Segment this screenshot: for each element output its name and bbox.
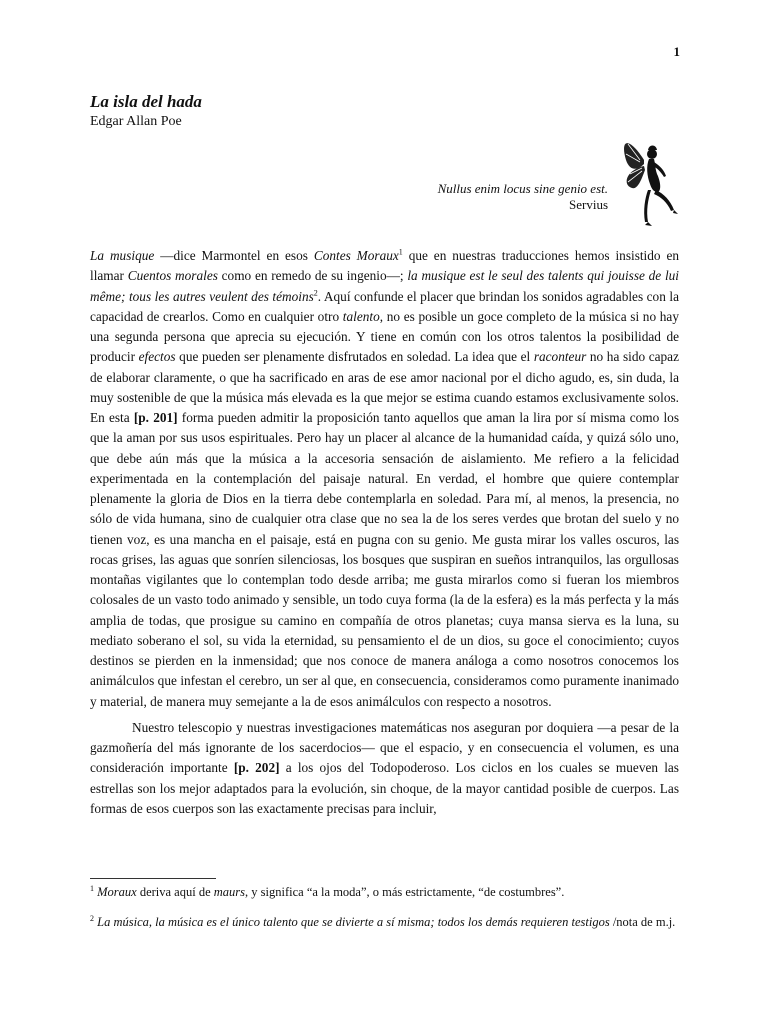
- text-span: La musique: [90, 248, 155, 263]
- document-title: La isla del hada: [90, 92, 202, 111]
- text-span: Moraux: [97, 885, 137, 899]
- footnote-marker: 1: [90, 883, 94, 893]
- text-span: , no es posible un goce completo de la música si no hay una segunda persona que aprecia su ejecución. Y tiene en común con los otros talentos la posibilidad de producir: [90, 308, 679, 365]
- footnote-1: [90, 885, 680, 900]
- text-span: talento: [342, 308, 380, 324]
- text-span: que pueden ser plenamente disfrutados en soledad. La idea que el: [175, 349, 534, 365]
- text-span: a los ojos del Todopoderoso. Los ciclos en los cuales se mueven las estrellas son los mejor adaptados para la evolución, sin choque, de la mayor cantidad posible de cuerpos. Las formas de esos cuerpos son las exactamente precisas para incluir,: [90, 760, 679, 816]
- page-marker: [p. 202]: [233, 760, 280, 776]
- footnote-divider: [90, 878, 216, 879]
- text-span: la musique est le seul des talents qui jouisse de lui même; tous les autres veulent des témoins: [90, 268, 679, 304]
- text-span: Contes Moraux: [313, 248, 399, 263]
- epigraph-attribution: Servius: [569, 197, 608, 212]
- text-span: . Aquí confunde el placer que brindan los sonidos agradables con la capacidad de crearlos. Como en cualquier otro: [90, 288, 679, 324]
- text-span: deriva aquí de: [136, 885, 214, 899]
- page-number: 1: [673, 44, 680, 59]
- paragraph-1: [90, 246, 679, 712]
- paragraph-2: [90, 718, 679, 819]
- body-text: [90, 246, 679, 819]
- text-span: /nota de m.j.: [609, 915, 676, 929]
- text-span: raconteur: [533, 349, 587, 365]
- text-span: no ha sido capaz de elaborar claramente, o que ha sacrificado en aras de ese amor nacional por el dicho agudo, es, sin duda, la muy sostenible de que la música más elevada es la que mejor se estima cuando estamos exclusivamente solos. En esta: [90, 349, 679, 425]
- text-span: La música, la música es el único talento que se divierte a sí misma; todos los demás requieren testigos: [97, 915, 610, 929]
- text-span: —dice Marmontel en esos: [154, 248, 314, 263]
- author-name: Edgar Allan Poe: [90, 114, 182, 129]
- footnote-ref-2[interactable]: 2: [313, 288, 318, 298]
- footnote-2: [90, 915, 680, 930]
- text-span: como en remedo de su ingenio—;: [217, 268, 408, 284]
- fairy-silhouette-icon: [618, 130, 682, 230]
- page-marker: [p. 201]: [133, 410, 178, 425]
- text-span: , y significa “a la moda”, o más estrictamente, “de costumbres”.: [245, 885, 565, 899]
- text-span: forma pueden admitir la proposición tanto aquellos que aman la lira por sí misma como los que la aman por sus usos espirituales. Pero hay un placer al alcance de la humanidad caída, y quizá sólo uno, que debe aún más que la música a la accesoria sensación de aislamiento. Me refiero a la felicidad experimentada en la contemplación del paisaje natural. En verdad, el hombre que quiere contemplar plenamente la gloria de Dios en la tierra debe contemplarla en soledad. Para mí, al menos, la presencia, no sólo de vida humana, sino de cualquier otra clase que no sea la de los seres verdes que brotan del suelo y no tienen voz, es una mancha en el paisaje, está en pugna con su genio. Me gusta mirar los valles oscuros, las rocas grises, las aguas que sonríen silenciosas, los bosques que suspiran en sueños intranquilos, las orgullosas montañas vigilantes que lo contemplan todo desde arriba; me gusta mirarlos como si fueran los miembros colosales de un vasto todo animado y sensible, un todo cuya forma (la de la esfera) es la más perfecta y la más amplia de todas, que prosigue su camino en compañía de otros planetas; cuya mansa sierva es la luna, su mediato soberano el sol, su vida la eternidad, su pensamiento el de un dios, su goce el conocimiento; cuyos destinos se pierden en la inmensidad; que nos conoce de manera análoga a como nosotros conocemos los animálculos que infestan el cerebro, un ser al que, en consecuencia, consideramos como puramente inanimado y material, de manera muy semejante a la de esos animálculos con respecto a nosotros.: [90, 410, 679, 709]
- text-span: que en nuestras traducciones hemos insistido en llamar: [90, 248, 680, 284]
- text-span: maurs: [213, 885, 246, 899]
- footnote-marker: 2: [90, 913, 94, 923]
- text-span: Nuestro telescopio y nuestras investigaciones matemáticas nos aseguran por doquiera —a pesar de la gazmoñería del más ignorante de los sacerdocios— que el espacio, y en consecuencia el volumen, es una consideración importante: [90, 719, 679, 776]
- text-span: Cuentos morales: [127, 268, 218, 284]
- epigraph: [438, 181, 608, 213]
- footnote-ref-1[interactable]: 1: [398, 247, 403, 257]
- text-span: efectos: [138, 349, 176, 365]
- epigraph-quote: Nullus enim locus sine genio est.: [437, 181, 608, 196]
